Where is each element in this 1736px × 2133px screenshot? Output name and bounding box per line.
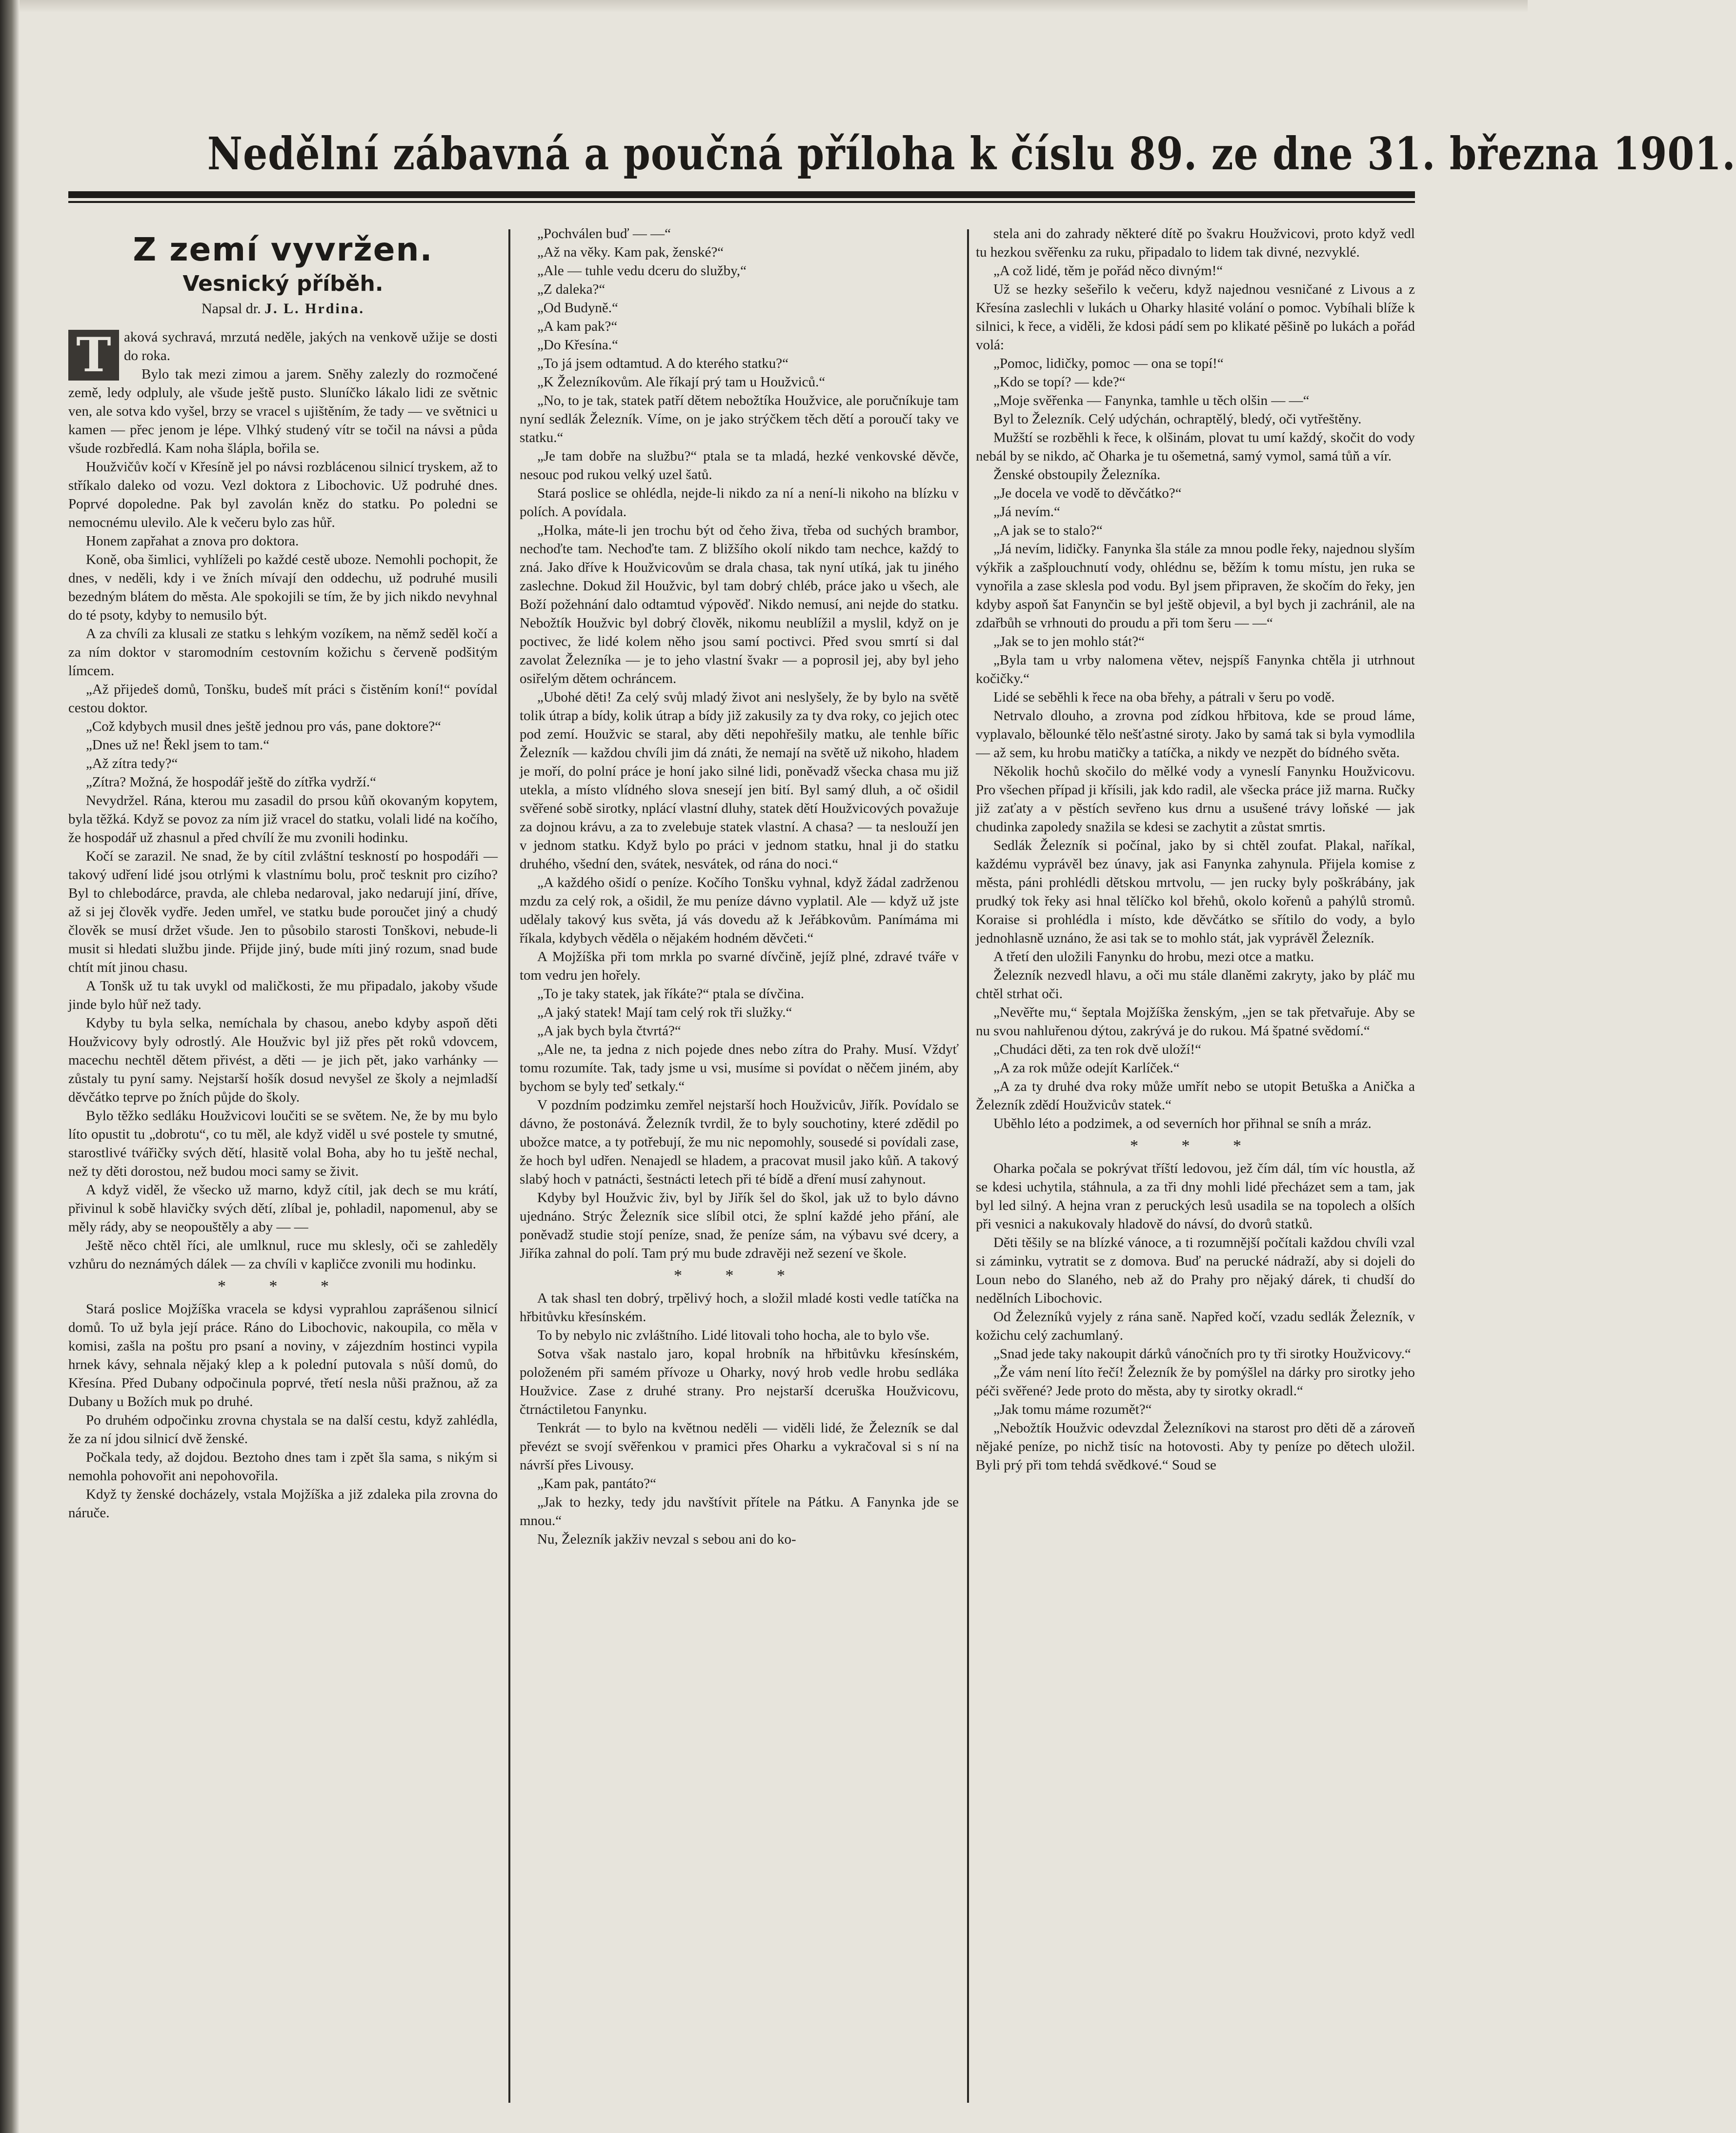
paragraph: „To já jsem odtamtud. A do kterého statku?“: [537, 356, 789, 371]
masthead: Nedělní zábavná a poučná příloha k číslu 89. ze dne 31. března 1901.: [207, 127, 1736, 180]
paragraph: „Byla tam u vrby nalomena větev, nejspíš Fanynka chtěla ji utrhnout kočičky.“: [976, 652, 1415, 686]
section-separator: * * *: [674, 1267, 805, 1285]
paragraph: Počkala tedy, až dojdou. Beztoho dnes tam i zpět šla sama, s nikým si nemohla pohovořit ani nepohovořila.: [68, 1449, 498, 1484]
paragraph: „Jak tomu máme rozumět?“: [993, 1402, 1152, 1417]
column-divider: [508, 229, 510, 2103]
paragraph: „Jak se to jen mohlo stát?“: [993, 634, 1145, 649]
paragraph: Uběhlo léto a podzimek, a od severních hor přihnal se sníh a mráz.: [993, 1116, 1372, 1131]
paragraph: Nevydržel. Rána, kterou mu zasadil do prsou kůň okovaným kopytem, byla těžká. Když se povoz za ním již vracel do statku, volali lidé na kočího, že hospodář už zhasnul a před chvílí že mu zvonili hodinku.: [68, 793, 498, 845]
paragraph: „A jak se to stalo?“: [993, 523, 1103, 538]
paragraph: Po druhém odpočinku zrovna chystala se na další cestu, když zahlédla, že za ní jdou silnicí dvě ženské.: [68, 1412, 498, 1447]
paragraph: Kdyby byl Houžvic živ, byl by Jiřík šel do škol, jak už to bylo dávno ujednáno. Strýc Železník sice slíbil otci, že splní každé jeho přání, ale poněvadž studie stojí peníze, snad, že peníze sám, na výbavu své dcery, a Jiříka zahnal do polí. Tam prý mu bude zdravěji než sezení ve škole.: [520, 1190, 959, 1261]
paragraph: Bylo těžko sedláku Houžvicovi loučiti se se světem. Ne, že by mu bylo líto opustit tu „dobrotu“, co tu měl, ale když viděl u své postele ty smutné, starostlivé tvářičky svých dětí, hlasitě volal Boha, aby ho tu ještě nechal, než ty děti dorostou, než budou moci samy se živit.: [68, 1108, 498, 1179]
paragraph: „Až přijedeš domů, Tonšku, budeš mít práci s čistěním koní!“ povídal cestou doktor.: [68, 682, 498, 716]
column-2: [520, 224, 959, 2108]
paragraph: „Pomoc, lidičky, pomoc — ona se topí!“: [993, 356, 1224, 371]
paragraph: „K Železníkovům. Ale říkají prý tam u Houžviců.“: [537, 374, 826, 390]
paragraph: Mužští se rozběhli k řece, k olšinám, plovat tu umí každý, skočit do vody nebál by se nikdo, ač Oharka je tu ošemetná, samý vymol, samá tůň a vír.: [976, 430, 1415, 464]
paragraph: A Tonšk už tu tak uvykl od maličkosti, že mu připadalo, jakoby všude jinde bylo hůř než tady.: [68, 978, 498, 1012]
paragraph: Tenkrát — to bylo na květnou neděli — viděli lidé, že Železník se dal převézt se svojí svěřenkou v pramici přes Oharku a vykračoval si s ní na návrší přes Livousy.: [520, 1420, 959, 1473]
column-3: [976, 224, 1415, 2108]
paragraph: „Dnes už ne! Řekl jsem to tam.“: [86, 737, 270, 753]
paragraph: T aková sychravá, mrzutá neděle, jakých na venkově užije se dosti do roka.: [68, 328, 498, 365]
paragraph: Houžvičův kočí v Křesíně jel po návsi rozblácenou silnicí tryskem, až to stříkalo daleko od vozu. Vezl doktora z Libochovic. Už podruhé dnes. Poprvé dopoledne. Pak byl zavolán kněz do statku. Po poledni se nemocnému ulevilo. Ale k večeru bylo zas hůř.: [68, 459, 498, 530]
paragraph: Lidé se seběhli k řece na oba břehy, a pátrali v šeru po vodě.: [993, 689, 1335, 705]
paragraph: „Já nevím.“: [993, 504, 1060, 520]
paragraph: Děti těšily se na blízké vánoce, a ti rozumnější počítali každou chvíli vzal si záminku, vytratit se z domova. Buď na perucké nádraží, aby si dojeli do Loun nebo do Slaného, neb až do Prahy pro nějaký dárek, ti chudší do nedělních Libochovic.: [976, 1235, 1415, 1306]
paragraph: Honem zapřahat a znova pro doktora.: [86, 533, 299, 549]
paragraph: „Je docela ve vodě to děvčátko?“: [993, 485, 1182, 501]
paragraph: „Nevěřte mu,“ šeptala Mojžíška ženským, „jen se tak přetvařuje. Aby se nu svou nahluřenou dýtou, zakrývá je do rukou. Má špatné svědomí.“: [976, 1005, 1415, 1039]
story-subtitle: Vesnický příběh.: [182, 271, 384, 296]
paragraph: Sedlák Železník si počínal, jako by si chtěl zoufat. Plakal, naříkal, každému vyprávěl bez únavy, jak asi Fanynka zahynula. Přijela komise z města, páni prohlédli dětskou mrtvolu, — jen rucky byly poškrábány, jak prudký tok řeky asi hnal tělíčko kol břehů, okolo kořenů a pahýlů stromů. Koraise si prohlédla i místo, kde děvčátko se sřítilo do vody, a bylo jednohlasně uznáno, že asi tak se to mohlo stát, jak vyprávěl Železník.: [976, 838, 1415, 946]
scan-edge-left: [0, 0, 20, 2133]
paragraph: „Je tam dobře na službu?“ ptala se ta mladá, hezké venkovské děvče, nesouc pod rukou velký uzel šatů.: [520, 448, 959, 483]
story-author: [68, 298, 498, 320]
paragraph: Už se hezky sešeřilo k večeru, když najednou vesničané z Livous a z Křesína zaslechli v lukách u Oharky hlasité volání o pomoc. Vybíhali blíže k silnici, k řece, a viděli, že kdosi pádí sem po klikaté pěšině po lukách a pořád volá:: [976, 282, 1415, 353]
paragraph: „Snad jede taky nakoupit dárků vánočních pro ty tři sirotky Houžvicovy.“: [993, 1346, 1411, 1362]
paragraph: „Od Budyně.“: [537, 300, 618, 316]
paragraph: „A což lidé, těm je pořád něco divným!“: [993, 263, 1223, 279]
paragraph: Kočí se zarazil. Ne snad, že by cítil zvláštní teskností po hospodáři — takový udření lidé jsou otrlými k vlastnímu bolu, proč tesknit pro cizího? Byl to chlebodárce, pravda, ale chleba nedaroval, jako nedarují jiní, dříve, až si jej člověk vydře. Jeden umřel, ve statku bude poroučet jiný a chudý člověk se musí držet všude. Jen to působilo starosti Tonškovi, nebude-li musit si hledati službu jinde. Přijde jiný, bude míti jiný rozum, snad bude chtít mít jinou chasu.: [68, 848, 498, 975]
paragraph: V pozdním podzimku zemřel nejstarší hoch Houžvicův, Jiřík. Povídalo se dávno, že postonává. Železník tvrdil, že to byly souchotiny, které zdědil po ubožce matce, a ty potřebují, že mu nic nepomohly, sousedé si povídali zase, že hoch byl udřen. Nenajedl se hladem, a pracovat musil jako kůň. A takový slabý hoch v patnácti, šestnácti letech při té bídě a dření musí zahynout.: [520, 1097, 959, 1187]
paragraph: Stará poslice Mojžíška vracela se kdysi vyprahlou zaprášenou silnicí domů. To už byla její práce. Ráno do Libochovic, nakoupila, co měla v komisi, zašla na poštu pro psaní a noviny, v zájezdním hostinci vypila hrnek kávy, sehnala nějaký klep a k polední putovala s nůší domů, do Křesína. Před Dubany odpočinula poprvé, třetí nesla nůši pražnou, až za Dubany u Božích muk po druhé.: [68, 1301, 498, 1409]
paragraph: „Jak to hezky, tedy jdu navštívit přítele na Pátku. A Fanynka jde se mnou.“: [520, 1494, 959, 1529]
paragraph: stela ani do zahrady některé dítě po švakru Houžvicovi, proto když vedl tu hezkou svěřenku za ruku, připadalo to lidem tak divné, nezvyklé.: [976, 226, 1415, 260]
paragraph: Bylo tak mezi zimou a jarem. Sněhy zalezly do rozmočené země, ledy odpluly, ale všude ještě pusto. Sluníčko lákalo lidi ze světnic ven, ale sotva kdo vyšel, brzy se vracel s ujištěním, že tady — ve světnici u kamen — přec jenom je lépe. Vlhký studený vítr se točil na návsi a půda všude rozbředlá. Kam noha šlápla, bořila se.: [68, 366, 498, 456]
paragraph: Kdyby tu byla selka, nemíchala by chasou, anebo kdyby aspoň děti Houžvicovy byly odrostlý. Ale Houžvic byl již přes pět roků vdovcem, macechu nechtěl dětem přivést, a děti — je jich pět, jako varhánky — zůstaly tu pyní samy. Nejstarší hošík dosud nevyšel ze školy a nejmladší děvčátko teprve po žních půjde do školy.: [68, 1015, 498, 1105]
drop-cap: T: [68, 330, 119, 381]
column-1: [68, 224, 498, 2108]
paragraph: Byl to Železník. Celý udýchán, ochraptělý, bledý, oči vytřeštěny.: [993, 411, 1362, 427]
masthead-rule-thin: [68, 201, 1415, 203]
column-divider: [967, 229, 969, 2103]
paragraph: Nu, Železník jakživ nevzal s sebou ani do ko-: [537, 1531, 796, 1547]
paragraph: „A kam pak?“: [537, 319, 618, 334]
paragraph: Netrvalo dlouho, a zrovna pod zídkou hřbitova, kde se proud láme, vyplavalo, bělounké tělo nešťastné siroty. Jako by samá tak si byla vymodlila — až sem, ku hrobu matičky a tatíčka, a nikdy ve nezpět do bídného světa.: [976, 708, 1415, 761]
paragraph: „Pochválen buď — —“: [537, 226, 671, 241]
paragraph: Několik hochů skočilo do mělké vody a vyneslí Fanynku Houžvicovu. Pro všechen případ ji křísili, jak kdo radil, ale všecka práce již marna. Ručky již zaťaty a v pěstích sevřeno kus drnu a usušené trávy loňské — jak chudinka zapoledy snažila se kdesi se zachytit a zůstat smrtis.: [976, 764, 1415, 835]
paragraph: Ještě něco chtěl říci, ale umlknul, ruce mu sklesly, oči se zahleděly vzhůru do neznámých dálek — za chvíli v kapličce zvonili mu hodinku.: [68, 1238, 498, 1272]
paragraph: Ženské obstoupily Železníka.: [993, 467, 1161, 483]
paragraph: Koně, oba šimlici, vyhlíželi po každé cestě uboze. Nemohli pochopit, že dnes, v neděli, kdy i ve žních mívají den oddechu, už podruhé musili bezedným blátem do města. Ale spokojili se tím, že by jich nikdo nevyhnal do té psoty, kdyby to nemusilo být.: [68, 552, 498, 623]
paragraph: „Ale — tuhle vedu dceru do služby,“: [537, 263, 747, 279]
paragraph: „A každého ošidí o peníze. Kočího Tonšku vyhnal, když žádal zadrženou mzdu za celý rok, a ošidil, že mu peníze dávno vyplatil. Ale — když už jste udělaly takový kus světa, já vás dovedu až k Jeřábkovům. Panímáma mi říkala, kdybych věděla o nějakém hodném děvčeti.“: [520, 875, 959, 946]
paragraph: A když viděl, že všecko už marno, když cítil, jak dech se mu krátí, přivinul k sobě hlavičky svých dětí, zlíbal je, pohladil, napomenul, aby se měly rády, aby se neopouštěly a aby — —: [68, 1182, 498, 1235]
paragraph: A třetí den uložili Fanynku do hrobu, mezi otce a matku.: [993, 949, 1314, 965]
paragraph: Stará poslice se ohlédla, nejde-li nikdo za ní a není-li nikoho na blízku v polích. A povídala.: [520, 485, 959, 520]
paragraph: „Nebožtík Houžvic odevzdal Železníkovi na starost pro děti dě a zároveň nějaké peníze, po nichž tisíc na hotovosti. Aby ty peníze po dětech uložil. Byli prý při tom tehdá svědkové.“ Soud se: [976, 1420, 1415, 1473]
paragraph: A za chvíli za klusali ze statku s lehkým vozíkem, na němž seděl kočí a za ním doktor v staromodním cestovním kožichu s červeně podšitým límcem.: [68, 626, 498, 679]
paragraph: „Ubohé děti! Za celý svůj mladý život ani neslyšely, že by bylo na světě tolik útrap a bídy, kolik útrap a bídy již zakusily za ty dva roky, co jejich otec pod zemí. Houžvic se staral, aby děti nepohřešily matku, ale tenhle bířic Železník — každou chvíli jim dá znáti, že nemají na světě už nikoho, hladem je moří, do polní práce je honí jako silné lidi, poněvadž všecka chasa mu již utekla, a místo vlídného slova snesejí jen bití. Byl samý dluh, a oč ošidil svěřené sobě sirotky, nplácí vlastní dluhy, statek dětí Houžvicových považuje za dojnou krávu, a za to zvelebuje statek vlastní. A chasa? — ta neslouží jen v jednom statku. Když bylo po práci v jednom statku, hnal ji do statku druhého, všední den, svátek, nesvátek, od rána do noci.“: [520, 689, 959, 872]
paragraph: A Mojžíška při tom mrkla po svarné dívčině, jejíž plné, zdravé tváře v tom vedru jen hořely.: [520, 949, 959, 983]
paragraph: „Já nevím, lidičky. Fanynka šla stále za mnou podle řeky, najednou slyším výkřik a zašplouchnutí vody, ohlédnu se, běžím k tomu místu, jen ruka se vynořila a zase sklesla pod vodu. Byl jsem připraven, že skočím do řeky, jen kdyby aspoň šat Fanynčin se byl ještě objevil, a byl bych ji zachránil, ale na zdařbůh se vrhnouti do proudu a při tom šeru — —“: [976, 541, 1415, 631]
column-3-body: [976, 224, 1415, 1474]
author-name: J. L. Hrdina.: [264, 301, 364, 317]
section-separator: * * *: [218, 1277, 348, 1295]
section-separator: * * *: [1130, 1137, 1261, 1155]
column-1-body: [68, 328, 498, 1522]
paragraph: To by nebylo nic zvláštního. Lidé litovali toho hocha, ale to bylo vše.: [537, 1328, 930, 1343]
paragraph: „A za rok může odejít Karlíček.“: [993, 1060, 1180, 1076]
paragraph: Od Železníků vyjely z rána saně. Napřed kočí, vzadu sedlák Železník, v kožichu celý zachumlaný.: [976, 1309, 1415, 1343]
paragraph: „A za ty druhé dva roky může umřít nebo se utopit Betuška a Anička a Železník zdědí Houžvicův statek.“: [976, 1079, 1415, 1113]
paragraph: „Z daleka?“: [537, 282, 606, 297]
paragraph: Sotva však nastalo jaro, kopal hrobník na hřbitůvku křesínském, položeném při samém přívoze u Oharky, nový hrob vedle hrobu sedláka Houžvice. Zase z druhé strany. Pro nejstarší dceruška Houžvicovu, čtrnáctiletou Fanynku.: [520, 1346, 959, 1417]
paragraph: Oharka počala se pokrývat tříští ledovou, jež čím dál, tím víc houstla, až se kdesi uchytila, stáhnula, a za tři dny mohli lidé přecházet sem a tam, jak byl led silný. A hejna vran z peruckých lesů usadila se na topolech a olších při vesnici a nakukovaly hladově do návsí, do dvorů statků.: [976, 1161, 1415, 1232]
paragraph: „No, to je tak, statek patří dětem nebožtíka Houžvice, ale poručníkuje tam nyní sedlák Železník. Víme, on je jako strýčkem těch dětí a poroučí taky ve statku.“: [520, 393, 959, 445]
scan-edge-top: [0, 0, 1528, 13]
paragraph: „A jak bych byla čtvrtá?“: [537, 1023, 681, 1039]
story-title: Z zemí vyvržen.: [133, 231, 433, 268]
paragraph: „A jaký statek! Mají tam celý rok tři služky.“: [537, 1005, 792, 1020]
paragraph: Když ty ženské docházely, vstala Mojžíška a již zdaleka pila zrovna do náruče.: [68, 1487, 498, 1521]
paragraph: „Že vám není líto řečí! Železník že by pomýšlel na dárky pro sirotky jeho péči svěřené? Jede proto do města, aby ty sirotky okradl.“: [976, 1365, 1415, 1399]
paragraph: „Zítra? Možná, že hospodář ještě do zítřka vydrží.“: [86, 774, 377, 790]
paragraph: „Až zítra tedy?“: [86, 756, 178, 771]
paragraph: „Moje svěřenka — Fanynka, tamhle u těch olšin — —“: [993, 393, 1310, 408]
column-2-body: [520, 224, 959, 1549]
masthead-rule: [68, 191, 1415, 198]
paragraph: „Ale ne, ta jedna z nich pojede dnes nebo zítra do Prahy. Musí. Vždyť tomu rozumíte. Tak, tady jsme u vsi, musíme si povídat o něčem jiném, aby bychom se byly teď setkaly.“: [520, 1042, 959, 1094]
paragraph: A tak shasl ten dobrý, trpělivý hoch, a složil mladé kosti vedle tatíčka na hřbitůvku křesínském.: [520, 1290, 959, 1325]
paragraph: „Chudáci děti, za ten rok dvě uloží!“: [993, 1042, 1201, 1057]
paragraph: „Což kdybych musil dnes ještě jednou pro vás, pane doktore?“: [86, 719, 442, 734]
paragraph: „To je taky statek, jak říkáte?“ ptala se dívčina.: [537, 986, 805, 1002]
paragraph: „Kdo se topí? — kde?“: [993, 374, 1126, 390]
paragraph: „Kam pak, pantáto?“: [537, 1476, 656, 1491]
author-prefix: Napsal dr.: [201, 301, 261, 317]
paragraph: Železník nezvedl hlavu, a oči mu stále dlaněmi zakryty, jako by pláč mu chtěl strhat oči.: [976, 967, 1415, 1002]
paragraph: „Holka, máte-li jen trochu být od čeho živa, třeba od suchých brambor, nechoďte tam. Nechoďte tam. Z bližšího okolí nikdo tam nechce, každý to zná. Jako dříve k Houžvicovům se drala chasa, tak nyní utíká, jak tu jiného zaslechne. Dokud žil Houžvic, byl tam dobrý chléb, práce jako u všech, ale Boží požehnání dalo odtamtud výpověď. Nikdo nemusí, ani nejde do statku. Nebožtík Houžvic byl dobrý člověk, nikomu neublížil a myslil, když on je poctivec, že lidé kolem něho jsou samí poctivci. Před svou smrtí si dal zavolat Železníka — je to jeho vlastní švakr — a poprosil jej, aby byl jeho osiřelým dětem ochráncem.: [520, 523, 959, 686]
paragraph: „Až na věky. Kam pak, ženské?“: [537, 244, 724, 260]
paragraph: „Do Křesína.“: [537, 337, 618, 353]
